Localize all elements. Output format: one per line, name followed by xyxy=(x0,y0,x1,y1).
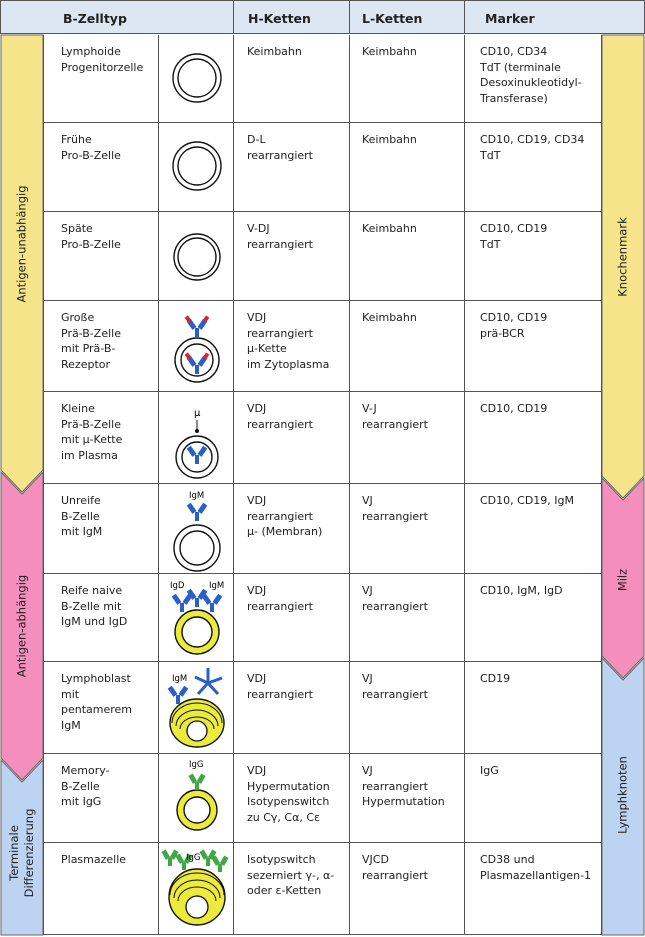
cell-early-pro-b xyxy=(173,142,221,190)
cell-late-pro-b xyxy=(174,234,220,280)
row-large-pre-b-celltype: Große Prä-B-Zelle mit Prä-B- Rezeptor xyxy=(43,301,159,392)
row-memory-b-lchains: VJ rearrangiert Hypermutation xyxy=(350,754,465,843)
row-large-pre-b-marker: CD10, CD19 prä-BCR xyxy=(465,301,602,392)
igg-label-2: IgG xyxy=(186,853,201,863)
igm-label-2: IgM xyxy=(209,581,225,591)
row-memory-b-celltype: Memory- B-Zelle mit IgG xyxy=(43,754,159,843)
row-immature-b-celltype: Unreife B-Zelle mit IgM xyxy=(43,484,159,574)
pre-bcr-icon xyxy=(185,315,210,337)
row-mature-naive-b-lchains: VJ rearrangiert xyxy=(350,574,465,662)
cell-mature-naive-b xyxy=(170,581,224,654)
row-plasma-cell-celltype: Plasmazelle xyxy=(43,843,159,935)
row-late-pro-b-hchains: V-DJ rearrangiert xyxy=(234,212,350,301)
row-small-pre-b-marker: CD10, CD19 xyxy=(465,392,602,484)
row-large-pre-b-lchains: Keimbahn xyxy=(350,301,465,392)
header-hchains: H-Ketten xyxy=(234,0,350,34)
secreted-igg-icon-4 xyxy=(211,856,228,872)
row-small-pre-b-celltype: Kleine Prä-B-Zelle mit μ-Kette im Plasma xyxy=(43,392,159,484)
row-early-pro-b-lchains: Keimbahn xyxy=(350,123,465,212)
row-early-pro-b-marker: CD10, CD19, CD34 TdT xyxy=(465,123,602,212)
row-late-pro-b-celltype: Späte Pro-B-Zelle xyxy=(43,212,159,301)
igd-label: IgD xyxy=(170,581,185,591)
row-lymphoblast-hchains: VDJ rearrangiert xyxy=(234,662,350,754)
row-memory-b-marker: IgG xyxy=(465,754,602,843)
band-label-antigen-independent: Antigen-unabhängig xyxy=(14,185,29,303)
row-immature-b-marker: CD10, CD19, IgM xyxy=(465,484,602,574)
cell-large-pre-b xyxy=(175,315,219,382)
mu-label: μ xyxy=(194,408,201,419)
band-label-spleen: Milz xyxy=(615,568,630,592)
row-large-pre-b-hchains: VDJ rearrangiert μ-Kette im Zytoplasma xyxy=(234,301,350,392)
igg-icon xyxy=(188,774,205,790)
row-lymphoblast-lchains: VJ rearrangiert xyxy=(350,662,465,754)
row-immature-b-hchains: VDJ rearrangiert μ- (Membran) xyxy=(234,484,350,574)
row-memory-b-hchains: VDJ Hypermutation Isotypenswitch zu Cγ, Cα, Cε xyxy=(234,754,350,843)
igg-label: IgG xyxy=(189,760,204,770)
band-label-terminal-differentiation: Terminale Differenzierung xyxy=(7,808,36,898)
row-small-pre-b-hchains: VDJ rearrangiert xyxy=(234,392,350,484)
row-early-pro-b-hchains: D-L rearrangiert xyxy=(234,123,350,212)
cell-immature-b xyxy=(174,491,220,571)
row-lymphoblast-marker: CD19 xyxy=(465,662,602,754)
row-small-pre-b-lchains: V-J rearrangiert xyxy=(350,392,465,484)
row-lymphoid-progenitor-celltype: Lymphoide Progenitorzelle xyxy=(43,35,159,123)
row-late-pro-b-lchains: Keimbahn xyxy=(350,212,465,301)
cell-memory-b xyxy=(177,760,217,830)
header-celltype: B-Zelltyp xyxy=(0,0,234,34)
band-label-bone-marrow: Knochenmark xyxy=(615,217,630,297)
igm-icon-2 xyxy=(202,594,223,612)
band-label-antigen-dependent: Antigen-abhängig xyxy=(14,574,29,678)
row-plasma-cell-marker: CD38 und Plasmazellantigen-1 xyxy=(465,843,602,935)
cell-lymphoblast xyxy=(168,668,224,747)
band-label-lymph-node: Lymphknoten xyxy=(615,756,630,834)
secreted-igg-icon-1 xyxy=(161,850,178,866)
igm-icon xyxy=(187,503,208,521)
row-lymphoid-progenitor-hchains: Keimbahn xyxy=(234,35,350,123)
row-immature-b-lchains: VJ rearrangiert xyxy=(350,484,465,574)
header-lchains: L-Ketten xyxy=(350,0,465,34)
row-mature-naive-b-marker: CD10, IgM, IgD xyxy=(465,574,602,662)
row-late-pro-b-marker: CD10, CD19 TdT xyxy=(465,212,602,301)
row-early-pro-b-celltype: Frühe Pro-B-Zelle xyxy=(43,123,159,212)
row-mature-naive-b-celltype: Reife naive B-Zelle mit IgM und IgD xyxy=(43,574,159,662)
igm-label: IgM xyxy=(189,491,205,501)
igm-label-3: IgM xyxy=(172,674,188,684)
row-lymphoblast-celltype: Lymphoblast mit pentamerem IgM xyxy=(43,662,159,754)
cell-lymphoid-progenitor xyxy=(173,54,221,102)
cell-small-pre-b xyxy=(176,408,218,478)
row-plasma-cell-hchains: Isotypswitch sezerniert γ-, α- oder ε-Ketten xyxy=(234,843,350,935)
row-plasma-cell-lchains: VJCD rearrangiert xyxy=(350,843,465,935)
igd-icon xyxy=(172,594,193,612)
pentamer-igm-icon xyxy=(195,668,222,694)
header-marker: Marker xyxy=(465,0,645,34)
row-lymphoid-progenitor-lchains: Keimbahn xyxy=(350,35,465,123)
row-mature-naive-b-hchains: VDJ rearrangiert xyxy=(234,574,350,662)
cell-plasma xyxy=(161,850,228,925)
row-lymphoid-progenitor-marker: CD10, CD34 TdT (terminale Desoxinukleotidyl- Transferase) xyxy=(465,35,602,123)
